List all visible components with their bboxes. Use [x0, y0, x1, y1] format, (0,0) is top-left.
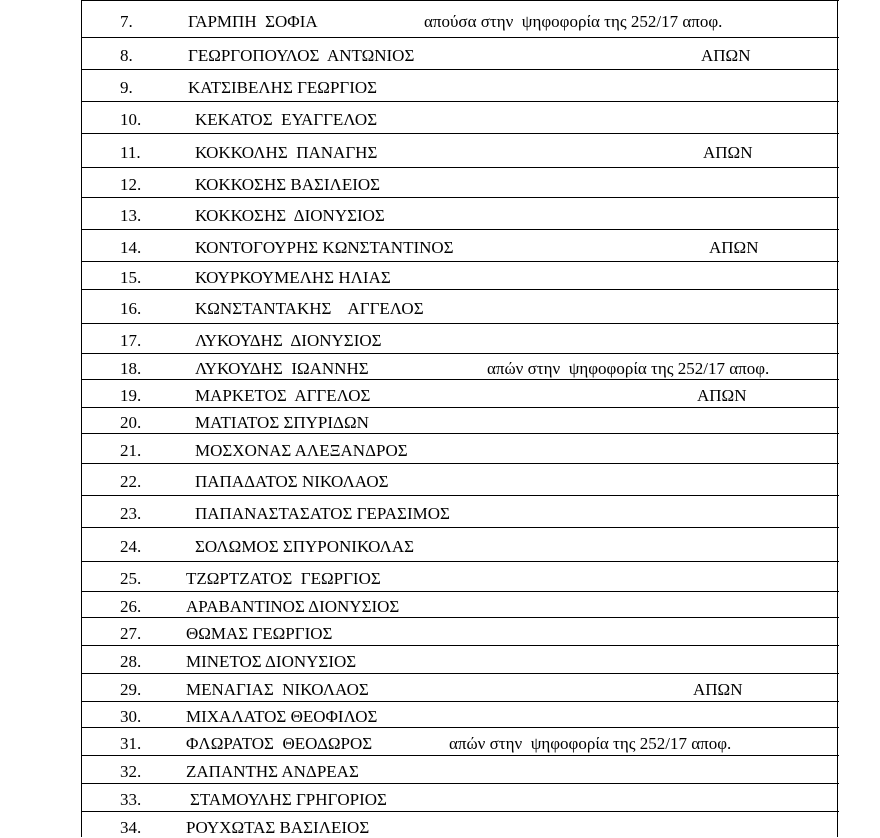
- row-number: 22.: [120, 472, 142, 491]
- row-divider: [81, 0, 839, 1]
- row-number: 17.: [120, 331, 142, 350]
- member-name: ΜΕΝΑΓΙΑΣ ΝΙΚΟΛΑΟΣ: [186, 680, 369, 699]
- member-name: ΚΟΥΡΚΟΥΜΕΛΗΣ ΗΛΙΑΣ: [195, 268, 391, 287]
- row-number: 10.: [120, 110, 142, 129]
- row-number: 9.: [120, 78, 133, 97]
- row-divider: [81, 783, 839, 784]
- row-divider: [81, 617, 839, 618]
- member-name: ΠΑΠΑΔΑΤΟΣ ΝΙΚΟΛΑΟΣ: [195, 472, 389, 491]
- row-divider: [81, 433, 839, 434]
- absent-mark: ΑΠΩΝ: [697, 386, 747, 405]
- member-name: ΛΥΚΟΥΔΗΣ ΙΩΑΝΝΗΣ: [195, 359, 369, 378]
- row-number: 15.: [120, 268, 142, 287]
- row-divider: [81, 289, 839, 290]
- table-right-border: [837, 0, 838, 837]
- row-number: 23.: [120, 504, 142, 523]
- absent-mark: ΑΠΩΝ: [703, 143, 753, 162]
- member-name: ΚΟΚΚΟΣΗΣ ΒΑΣΙΛΕΙΟΣ: [195, 175, 381, 194]
- member-name: ΚΟΚΚΟΛΗΣ ΠΑΝΑΓΗΣ: [195, 143, 378, 162]
- row-divider: [81, 527, 839, 528]
- row-number: 8.: [120, 46, 133, 65]
- row-divider: [81, 261, 839, 262]
- table-left-border: [81, 0, 82, 837]
- row-divider: [81, 167, 839, 168]
- row-divider: [81, 811, 839, 812]
- row-divider: [81, 197, 839, 198]
- member-name: ΠΑΠΑΝΑΣΤΑΣΑΤΟΣ ΓΕΡΑΣΙΜΟΣ: [195, 504, 450, 523]
- row-divider: [81, 133, 839, 134]
- row-divider: [81, 101, 839, 102]
- member-name: ΤΖΩΡΤΖΑΤΟΣ ΓΕΩΡΓΙΟΣ: [186, 569, 381, 588]
- row-divider: [81, 69, 839, 70]
- row-number: 30.: [120, 707, 142, 726]
- row-number: 21.: [120, 441, 142, 460]
- row-divider: [81, 229, 839, 230]
- row-divider: [81, 353, 839, 354]
- member-name: ΚΕΚΑΤΟΣ ΕΥΑΓΓΕΛΟΣ: [195, 110, 378, 129]
- row-divider: [81, 379, 839, 380]
- row-number: 25.: [120, 569, 142, 588]
- row-number: 34.: [120, 818, 142, 837]
- row-number: 26.: [120, 597, 142, 616]
- row-number: 18.: [120, 359, 142, 378]
- row-divider: [81, 561, 839, 562]
- row-divider: [81, 673, 839, 674]
- row-number: 16.: [120, 299, 142, 318]
- member-name: ΘΩΜΑΣ ΓΕΩΡΓΙΟΣ: [186, 624, 333, 643]
- member-name: ΜΙΝΕΤΟΣ ΔΙΟΝΥΣΙΟΣ: [186, 652, 357, 671]
- member-name: ΜΑΡΚΕΤΟΣ ΑΓΓΕΛΟΣ: [195, 386, 371, 405]
- member-name: ΓΑΡΜΠΗ ΣΟΦΙΑ: [188, 12, 318, 31]
- row-divider: [81, 645, 839, 646]
- member-name: ΣΤΑΜΟΥΛΗΣ ΓΡΗΓΟΡΙΟΣ: [190, 790, 387, 809]
- member-name: ΦΛΩΡΑΤΟΣ ΘΕΟΔΩΡΟΣ: [186, 734, 373, 753]
- member-name: ΓΕΩΡΓΟΠΟΥΛΟΣ ΑΝΤΩΝΙΟΣ: [188, 46, 415, 65]
- row-number: 14.: [120, 238, 142, 257]
- row-divider: [81, 37, 839, 38]
- row-number: 12.: [120, 175, 142, 194]
- vote-absence-note: απούσα στην ψηφοφορία της 252/17 αποφ.: [424, 12, 723, 31]
- member-name: ΜΑΤΙΑΤΟΣ ΣΠΥΡΙΔΩΝ: [195, 413, 369, 432]
- row-number: 29.: [120, 680, 142, 699]
- row-number: 27.: [120, 624, 142, 643]
- row-divider: [81, 407, 839, 408]
- member-name: ΚΟΝΤΟΓΟΥΡΗΣ ΚΩΝΣΤΑΝΤΙΝΟΣ: [195, 238, 454, 257]
- row-number: 20.: [120, 413, 142, 432]
- member-name: ΡΟΥΧΩΤΑΣ ΒΑΣΙΛΕΙΟΣ: [186, 818, 370, 837]
- row-divider: [81, 495, 839, 496]
- row-divider: [81, 463, 839, 464]
- absent-mark: ΑΠΩΝ: [693, 680, 743, 699]
- row-divider: [81, 591, 839, 592]
- member-name: ΚΑΤΣΙΒΕΛΗΣ ΓΕΩΡΓΙΟΣ: [188, 78, 378, 97]
- member-name: ΚΩΝΣΤΑΝΤΑΚΗΣ ΑΓΓΕΛΟΣ: [195, 299, 424, 318]
- member-name: ΣΟΛΩΜΟΣ ΣΠΥΡΟΝΙΚΟΛΑΣ: [195, 537, 415, 556]
- vote-absence-note: απών στην ψηφοφορία της 252/17 αποφ.: [449, 734, 732, 753]
- member-name: ΑΡΑΒΑΝΤΙΝΟΣ ΔΙΟΝΥΣΙΟΣ: [186, 597, 400, 616]
- member-name: ΜΙΧΑΛΑΤΟΣ ΘΕΟΦΙΛΟΣ: [186, 707, 378, 726]
- row-number: 32.: [120, 762, 142, 781]
- row-number: 11.: [120, 143, 141, 162]
- member-name: ΛΥΚΟΥΔΗΣ ΔΙΟΝΥΣΙΟΣ: [195, 331, 382, 350]
- member-name: ΚΟΚΚΟΣΗΣ ΔΙΟΝΥΣΙΟΣ: [195, 206, 385, 225]
- absent-mark: ΑΠΩΝ: [709, 238, 759, 257]
- member-name: ΖΑΠΑΝΤΗΣ ΑΝΔΡΕΑΣ: [186, 762, 359, 781]
- row-number: 31.: [120, 734, 142, 753]
- row-number: 19.: [120, 386, 142, 405]
- row-divider: [81, 727, 839, 728]
- absent-mark: ΑΠΩΝ: [701, 46, 751, 65]
- row-divider: [81, 701, 839, 702]
- vote-absence-note: απών στην ψηφοφορία της 252/17 αποφ.: [487, 359, 770, 378]
- row-number: 7.: [120, 12, 133, 31]
- row-number: 24.: [120, 537, 142, 556]
- row-number: 33.: [120, 790, 142, 809]
- row-number: 28.: [120, 652, 142, 671]
- row-divider: [81, 323, 839, 324]
- member-name: ΜΟΣΧΟΝΑΣ ΑΛΕΞΑΝΔΡΟΣ: [195, 441, 408, 460]
- row-divider: [81, 755, 839, 756]
- row-number: 13.: [120, 206, 142, 225]
